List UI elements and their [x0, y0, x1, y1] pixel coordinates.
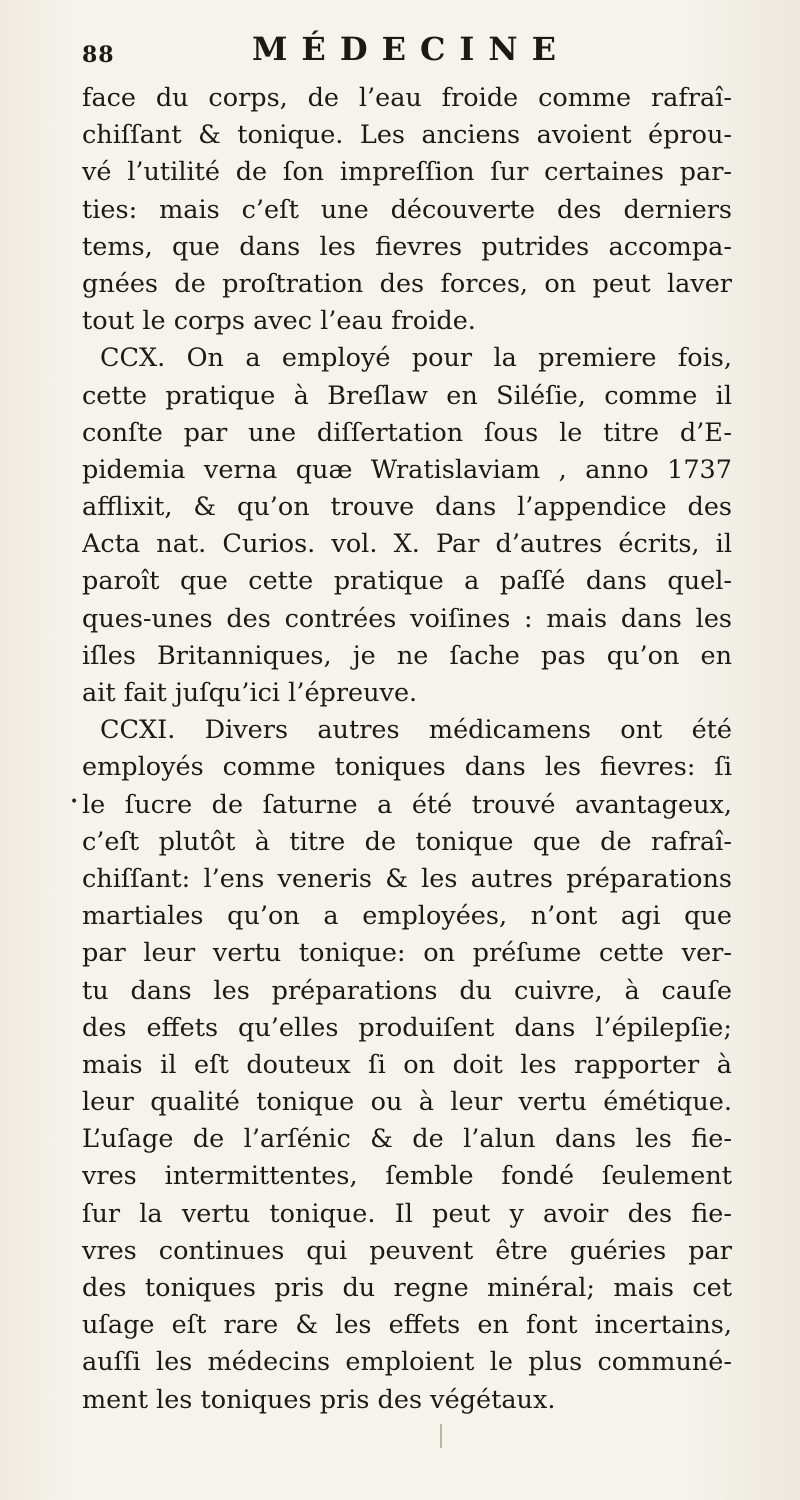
- body-text: [82, 80, 732, 1419]
- text-line: des toniques pris du regne minéral; mais cet: [82, 1273, 732, 1303]
- text-line: face du corps, de l’eau froide comme rafraî-: [82, 83, 732, 113]
- text-line: chiſſant: l’ens veneris & les autres préparations: [82, 863, 732, 894]
- text-line: paroît que cette pratique a paſſé dans quel-: [82, 566, 732, 597]
- text-line: tu dans les préparations du cuivre, à cauſe: [82, 975, 732, 1006]
- page-number: 88: [82, 42, 115, 68]
- text-line: auſſi les médecins emploient le plus communé-: [82, 1347, 732, 1378]
- text-line: chiſſant & tonique. Les anciens avoient éprou-: [82, 120, 732, 151]
- text-line: vres continues qui peuvent être guéries par: [82, 1235, 732, 1266]
- text-line: ait fait juſqu’ici l’épreuve.: [82, 678, 418, 708]
- text-line: c’eſt plutôt à titre de tonique que de rafraî-: [82, 826, 732, 857]
- text-line: uſage eſt rare & les effets en font incertains,: [82, 1310, 732, 1341]
- text-line: gnées de proſtration des forces, on peut laver: [82, 268, 732, 299]
- paragraph-start: CCX. On a employé pour la premiere fois,: [100, 343, 732, 374]
- text-line: tems, que dans les fievres putrides accompa-: [82, 231, 732, 262]
- text-line: tout le corps avec l’eau froide.: [82, 306, 476, 337]
- text-line: iſles Britanniques, je ne ſache pas qu’on en: [82, 640, 732, 671]
- text-line: afflixit, & qu’on trouve dans l’appendice des: [82, 492, 732, 523]
- text-line: martiales qu’on a employées, n’ont agi que: [82, 901, 732, 932]
- text-line: leur qualité tonique ou à leur vertu émétique.: [82, 1087, 732, 1118]
- paragraph-start: CCXI. Divers autres médicamens ont été: [100, 715, 732, 746]
- text-line: cette pratique à Breſlaw en Siléſie, comme il: [82, 380, 732, 411]
- page-mark: [440, 1424, 442, 1448]
- text-line: employés comme toniques dans les fievres: ſi: [82, 752, 732, 783]
- text-line: par leur vertu tonique: on préſume cette ver-: [82, 938, 732, 969]
- text-line: ties: mais c’eſt une découverte des derniers: [82, 194, 732, 225]
- page-header: [82, 30, 732, 70]
- margin-mark: •: [70, 794, 79, 810]
- text-line: ques-unes des contrées voiſines : mais dans les: [82, 603, 732, 634]
- text-line: mais il eſt douteux ſi on doit les rapporter à: [82, 1049, 732, 1080]
- text-line: vres intermittentes, ſemble fondé ſeulement: [82, 1161, 732, 1192]
- text-line: ment les toniques pris des végétaux.: [82, 1384, 556, 1415]
- text-line: le ſucre de ſaturne a été trouvé avantageux,: [82, 789, 732, 820]
- text-line: Acta nat. Curios. vol. X. Par d’autres écrits, il: [82, 529, 732, 560]
- text-line: pidemia verna quæ Wratislaviam , anno 1737: [82, 454, 732, 485]
- text-line: L’uſage de l’arſénic & de l’alun dans les fie-: [82, 1124, 732, 1155]
- running-head: MÉDECINE: [252, 30, 571, 68]
- text-line: ſur la vertu tonique. Il peut y avoir des fie-: [82, 1198, 732, 1229]
- text-line: conſte par une diſſertation ſous le titre d’E-: [82, 417, 732, 448]
- text-line: des effets qu’elles produiſent dans l’épilepſie;: [82, 1012, 732, 1043]
- text-line: vé l’utilité de ſon impreſſion ſur certaines par-: [82, 157, 732, 188]
